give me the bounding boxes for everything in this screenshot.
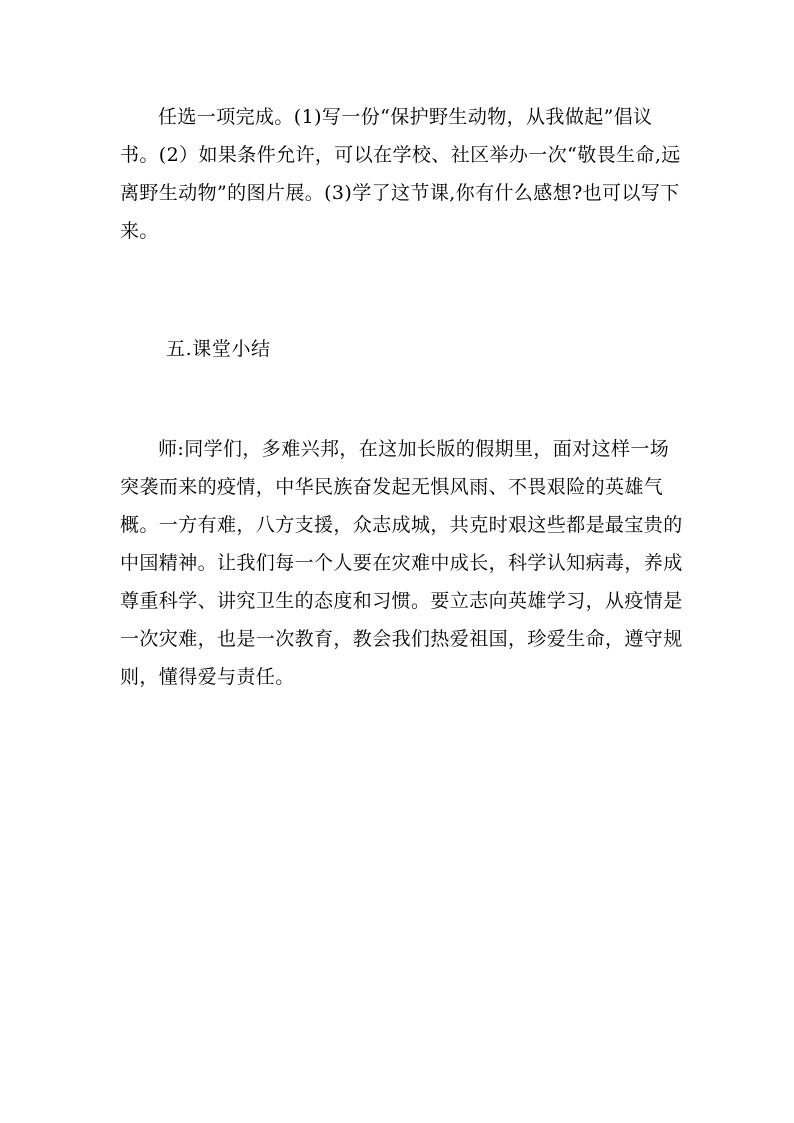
teacher-summary-paragraph: 师:同学们，多难兴邦，在这加长版的假期里，面对这样一场突袭而来的疫情，中华民族奋发起无惧风雨、不畏艰险的英雄气概。一方有难，八方支援，众志成城，共克时艰这些都是最宝贵的中国精神。让我们每一个人要在灾难中成长，科学认知病毒，养成尊重科学、讲究卫生的态度和习惯。要立志向英雄学习，从疫情是一次灾难，也是一次教育，教会我们热爱祖国，珍爱生命，遵守规则，懂得爱与责任。 [120, 438, 683, 688]
assignment-paragraph: 任选一项完成。(1)写一份“保护野生动物，从我做起”倡议书。(2）如果条件允许，可以在学校、社区举办一次“敬畏生命,远离野生动物”的图片展。(3)学了这节课,你有什么感想?也可以写下来。 [120, 106, 681, 242]
section-heading-summary: 五.课堂小结 [166, 338, 271, 360]
